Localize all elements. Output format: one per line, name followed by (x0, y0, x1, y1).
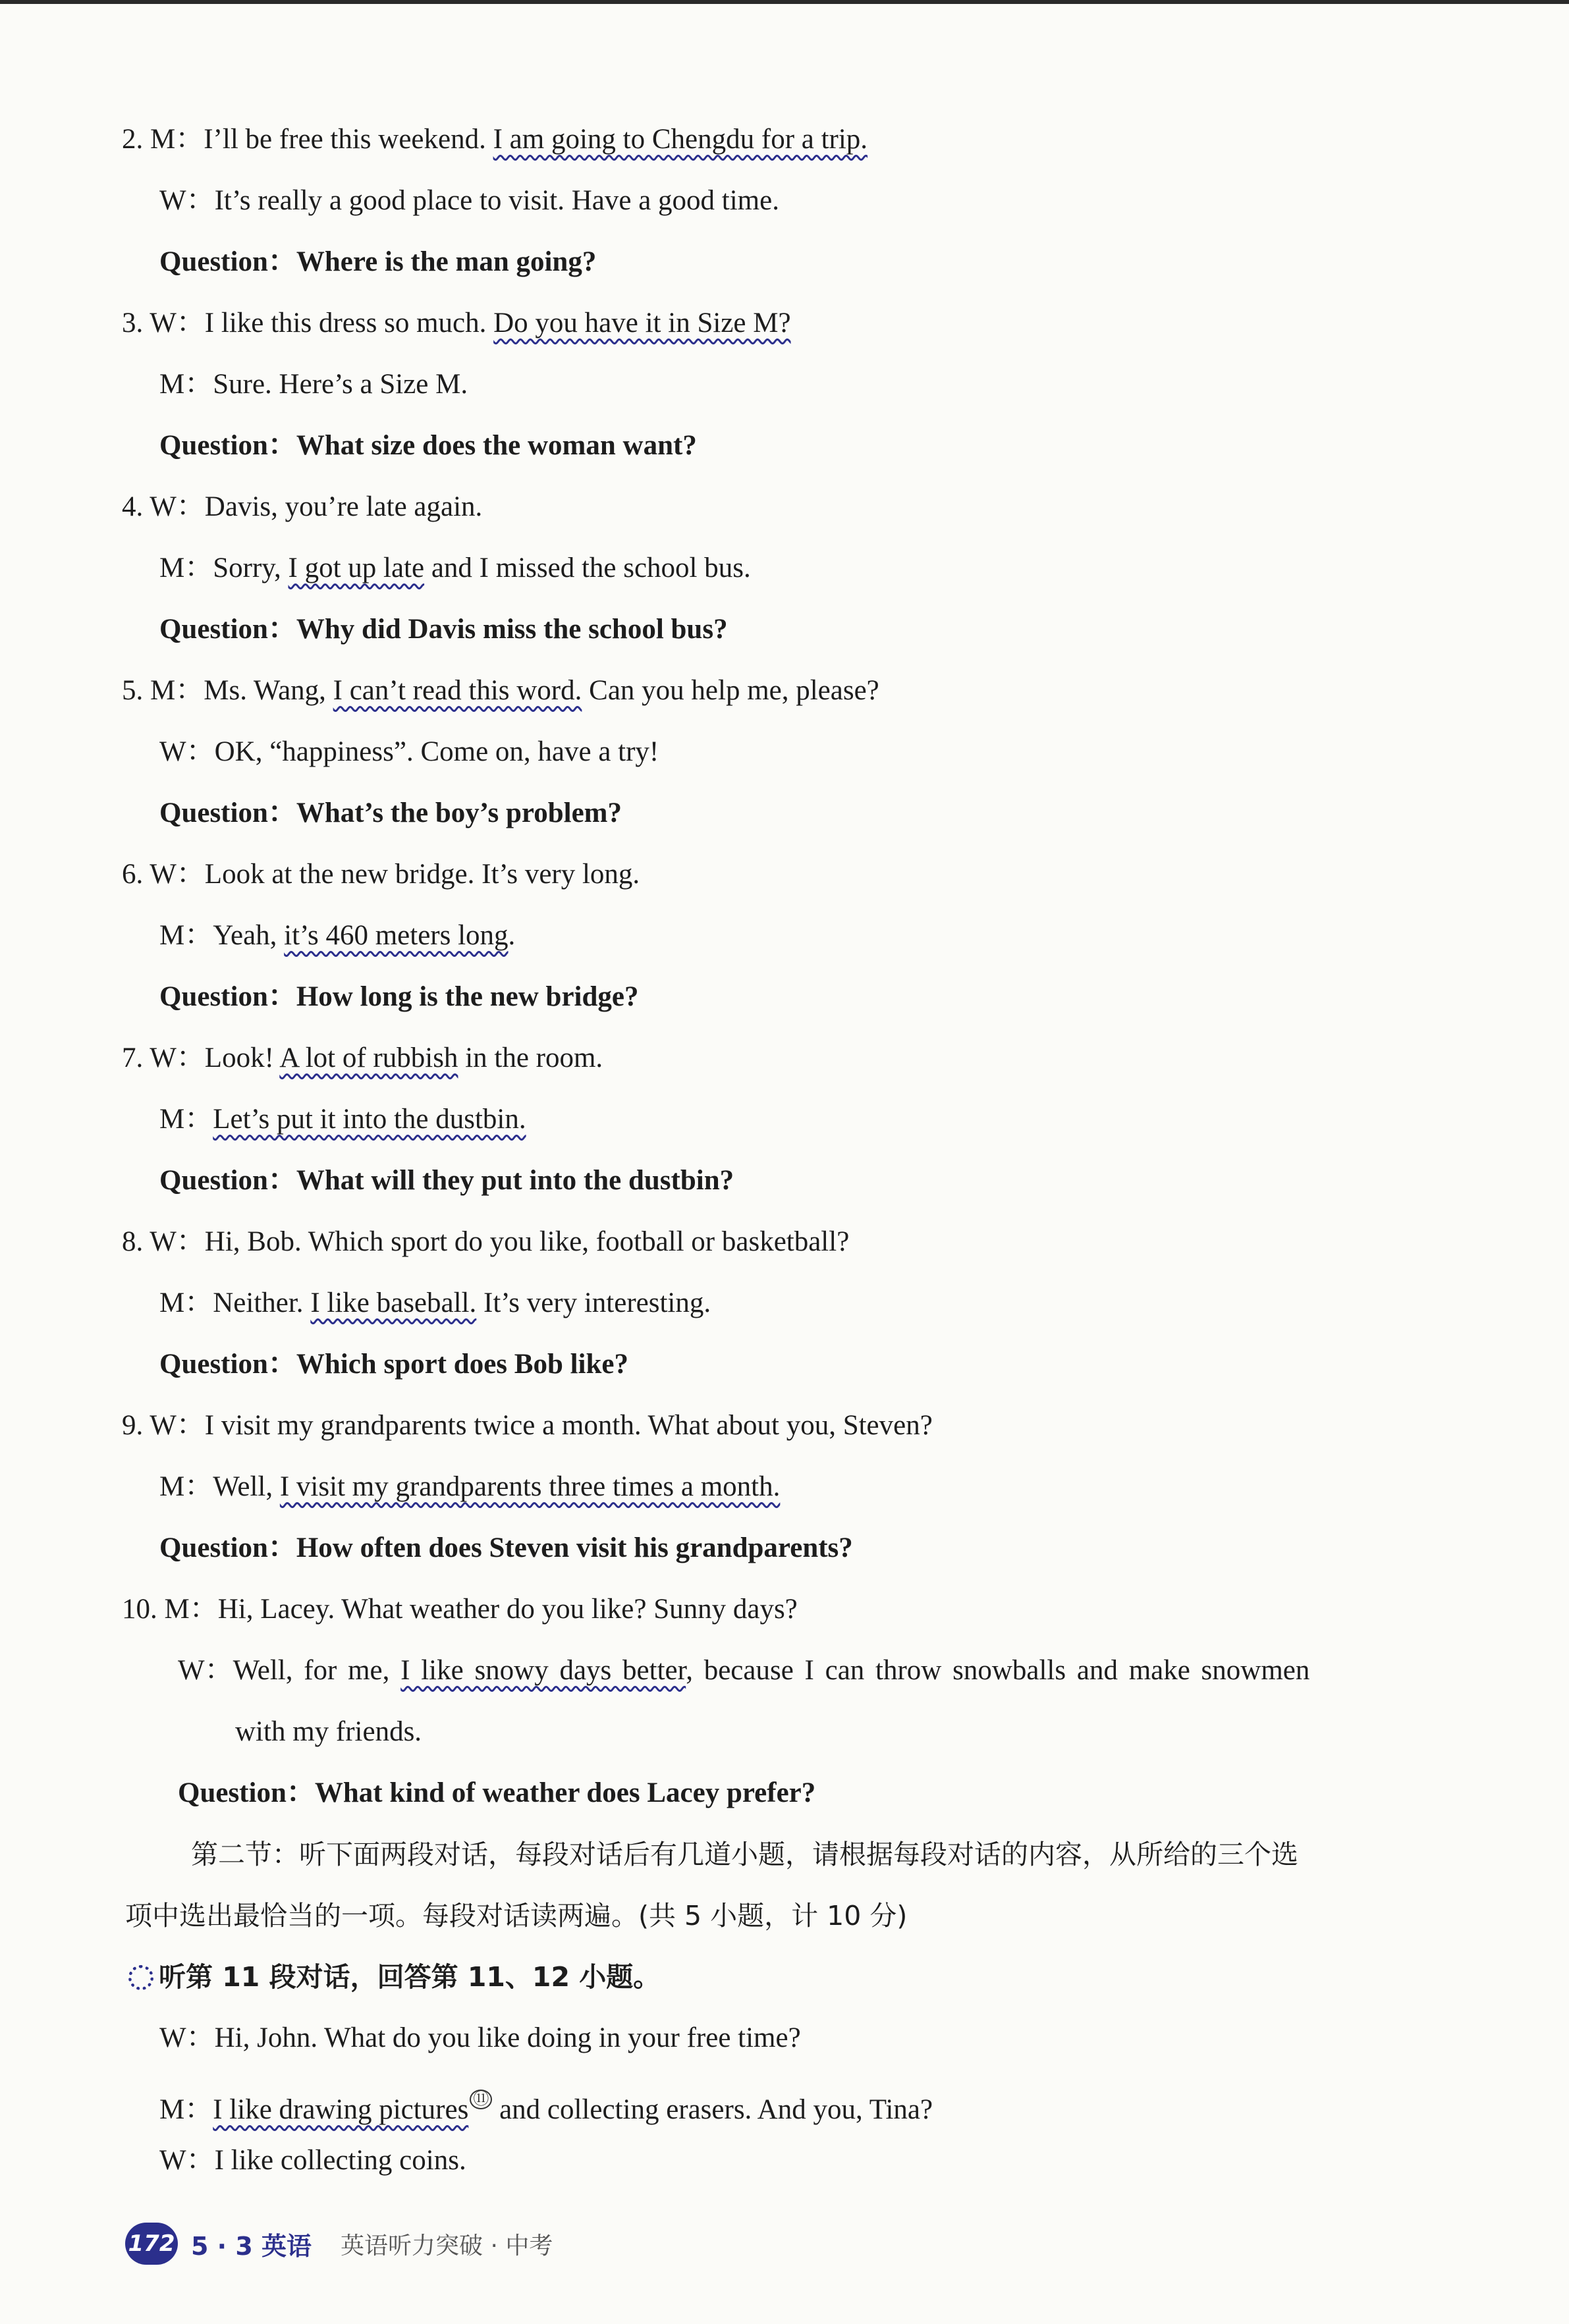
dialog11-key-phrase: I like drawing pictures (213, 2094, 469, 2125)
q6-man-line: M：Yeah, it’s 460 meters long. (159, 920, 516, 951)
q7-woman-line: 7. W：Look! A lot of rubbish in the room. (122, 1042, 603, 1073)
q3-woman-line: 3. W：I like this dress so much. Do you have it in Size M? (122, 308, 791, 338)
q4-question: Question：Why did Davis miss the school bus? (159, 614, 728, 645)
q9-question: Question：How often does Steven visit his grandparents? (159, 1532, 853, 1563)
q7-key-phrase-1: A lot of rubbish (279, 1042, 458, 1073)
q7-question: Question：What will they put into the dustbin? (159, 1165, 734, 1196)
note-marker-11: ⑪ (470, 2090, 492, 2109)
section2-instructions-line1: 第二节：听下面两段对话，每段对话后有几道小题，请根据每段对话的内容，从所给的三个选 (191, 1839, 1298, 1870)
q6-key-phrase: it’s 460 meters long (284, 920, 509, 951)
dialog-11-heading: 听第 11 段对话，回答第 11、12 小题。 (128, 1957, 660, 1997)
q10-question: Question：What kind of weather does Lacey prefer? (178, 1777, 816, 1808)
q5-woman-line: W：OK, “happiness”. Come on, have a try! (159, 736, 659, 767)
q8-man-line: M：Neither. I like baseball. It’s very interesting. (159, 1287, 711, 1318)
audio-icon (128, 1965, 153, 1990)
scan-top-edge (0, 0, 1569, 4)
q2-key-phrase: I am going to Chengdu for a trip. (493, 124, 868, 155)
q7-man-line: M：Let’s put it into the dustbin. (159, 1104, 526, 1135)
q9-woman-line: 9. W：I visit my grandparents twice a month. What about you, Steven? (122, 1410, 933, 1441)
q5-man-line: 5. M：Ms. Wang, I can’t read this word. Can you help me, please? (122, 675, 879, 706)
q10-man-line: 10. M：Hi, Lacey. What weather do you like? Sunny days? (122, 1594, 798, 1625)
q10-key-phrase: I like snowy days better (400, 1655, 686, 1686)
q7-key-phrase-2: Let’s put it into the dustbin. (213, 1104, 526, 1135)
series-brand: 5 · 3 英语 (191, 2231, 312, 2261)
dialog11-woman-line-2: W：I like collecting coins. (159, 2145, 466, 2176)
q5-key-phrase: I can’t read this word. (333, 675, 582, 706)
q3-key-phrase: Do you have it in Size M? (493, 308, 791, 338)
q10-woman-line-cont: with my friends. (235, 1716, 422, 1747)
q9-key-phrase: I visit my grandparents three times a month. (279, 1471, 781, 1502)
dialog11-man-line: M：I like drawing pictures ⑪ and collecting erasers. And you, Tina? (159, 2091, 933, 2125)
q8-question: Question：Which sport does Bob like? (159, 1349, 628, 1380)
page-number: 172 (125, 2223, 178, 2265)
q8-woman-line: 8. W：Hi, Bob. Which sport do you like, football or basketball? (122, 1226, 850, 1257)
q2-man-line: 2. M：I’ll be free this weekend. I am going to Chengdu for a trip. (122, 124, 868, 155)
q3-question: Question：What size does the woman want? (159, 430, 697, 461)
dialog11-woman-line-1: W：Hi, John. What do you like doing in your free time? (159, 2022, 801, 2053)
q8-key-phrase: I like baseball. (310, 1287, 477, 1318)
q6-question: Question：How long is the new bridge? (159, 981, 639, 1012)
q4-key-phrase: I got up late (288, 553, 425, 583)
q9-man-line: M：Well, I visit my grandparents three times a month. (159, 1471, 781, 1502)
q4-woman-line: 4. W：Davis, you’re late again. (122, 491, 483, 522)
q5-question: Question：What’s the boy’s problem? (159, 797, 622, 828)
q10-woman-line: W：Well, for me, I like snowy days better, because I can throw snowballs and make snowmen (178, 1655, 1310, 1686)
q3-man-line: M：Sure. Here’s a Size M. (159, 369, 468, 400)
book-title: 英语听力突破 · 中考 (341, 2232, 553, 2259)
section2-instructions-line2: 项中选出最恰当的一项。每段对话读两遍。(共 5 小题，计 10 分) (125, 1900, 908, 1932)
page-footer (125, 2221, 553, 2267)
q2-question: Question：Where is the man going? (159, 246, 597, 277)
q2-woman-line: W：It’s really a good place to visit. Have a good time. (159, 185, 779, 216)
q6-woman-line: 6. W：Look at the new bridge. It’s very long. (122, 859, 640, 890)
q4-man-line: M：Sorry, I got up late and I missed the school bus. (159, 553, 751, 583)
